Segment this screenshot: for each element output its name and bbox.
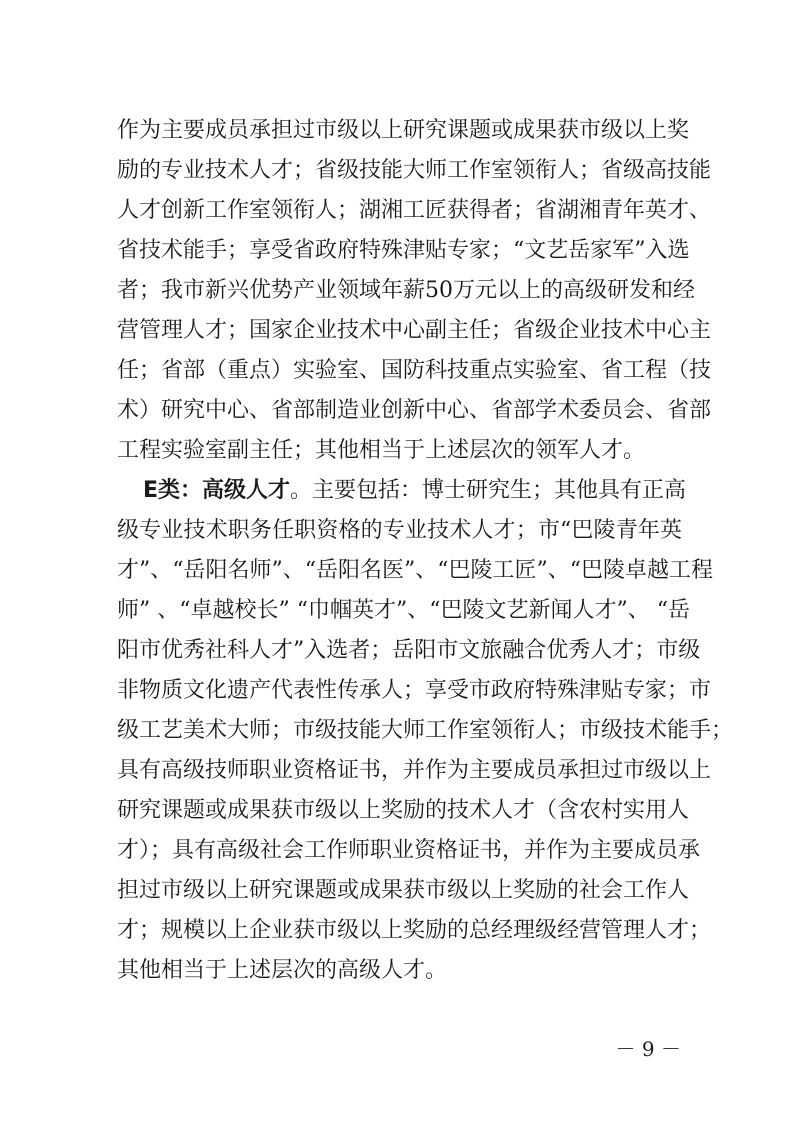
text-line: 术）研究中心、省部制造业创新中心、省部学术委员会、省部: [117, 398, 712, 423]
text-line: 其他相当于上述层次的高级人才。: [117, 958, 448, 983]
text-line: 营管理人才；国家企业技术中心副主任；省级企业技术中心主: [117, 318, 712, 343]
text-line: 人才创新工作室领衔人；湖湘工匠获得者；省湖湘青年英才、: [117, 198, 712, 223]
text-line: 才）；具有高级社会工作师职业资格证书，并作为主要成员承: [117, 838, 701, 863]
text-line-first: [117, 471, 687, 511]
text-line: 阳市优秀社科人才”入选者；岳阳市文旅融合优秀人才；市级: [117, 638, 701, 663]
page-number: － 9 －: [615, 1037, 681, 1061]
text-line: 级专业技术职务任职资格的专业技术人才；市“巴陵青年英: [117, 518, 682, 543]
category-intro: 。主要包括：博士研究生；其他具有正高: [290, 478, 687, 503]
text-line: 研究课题或成果获市级以上奖励的技术人才（含农村实用人: [117, 798, 690, 823]
text-line: 省技术能手；享受省政府特殊津贴专家；“文艺岳家军”入选: [117, 238, 690, 263]
text-line: 师” 、“卓越校长” “巾帼英才”、“巴陵文艺新闻人才”、 “岳: [117, 598, 690, 623]
text-line: 者；我市新兴优势产业领域年薪50万元以上的高级研发和经: [117, 278, 695, 303]
text-line: 才；规模以上企业获市级以上奖励的总经理级经营管理人才；: [117, 918, 712, 943]
category-heading: E类：高级人才: [143, 478, 291, 503]
text-line: 具有高级技师职业资格证书，并作为主要成员承担过市级以上: [117, 758, 712, 783]
text-line: 担过市级以上研究课题或成果获市级以上奖励的社会工作人: [117, 878, 690, 903]
text-line: 级工艺美术大师；市级技能大师工作室领衔人；市级技术能手；: [117, 718, 734, 743]
paragraph-category-e: [117, 471, 734, 991]
text-line: 励的专业技术人才；省级技能大师工作室领衔人；省级高技能: [117, 158, 712, 183]
text-line: 才”、“岳阳名师”、“岳阳名医”、“巴陵工匠”、“巴陵卓越工程: [117, 558, 713, 583]
text-line: 作为主要成员承担过市级以上研究课题或成果获市级以上奖: [117, 118, 690, 143]
paragraph-leading-talents: [117, 111, 712, 471]
text-line: 工程实验室副主任；其他相当于上述层次的领军人才。: [117, 438, 646, 463]
text-line: 任；省部（重点）实验室、国防科技重点实验室、省工程（技: [117, 358, 712, 383]
text-line: 非物质文化遗产代表性传承人；享受市政府特殊津贴专家；市: [117, 678, 712, 703]
